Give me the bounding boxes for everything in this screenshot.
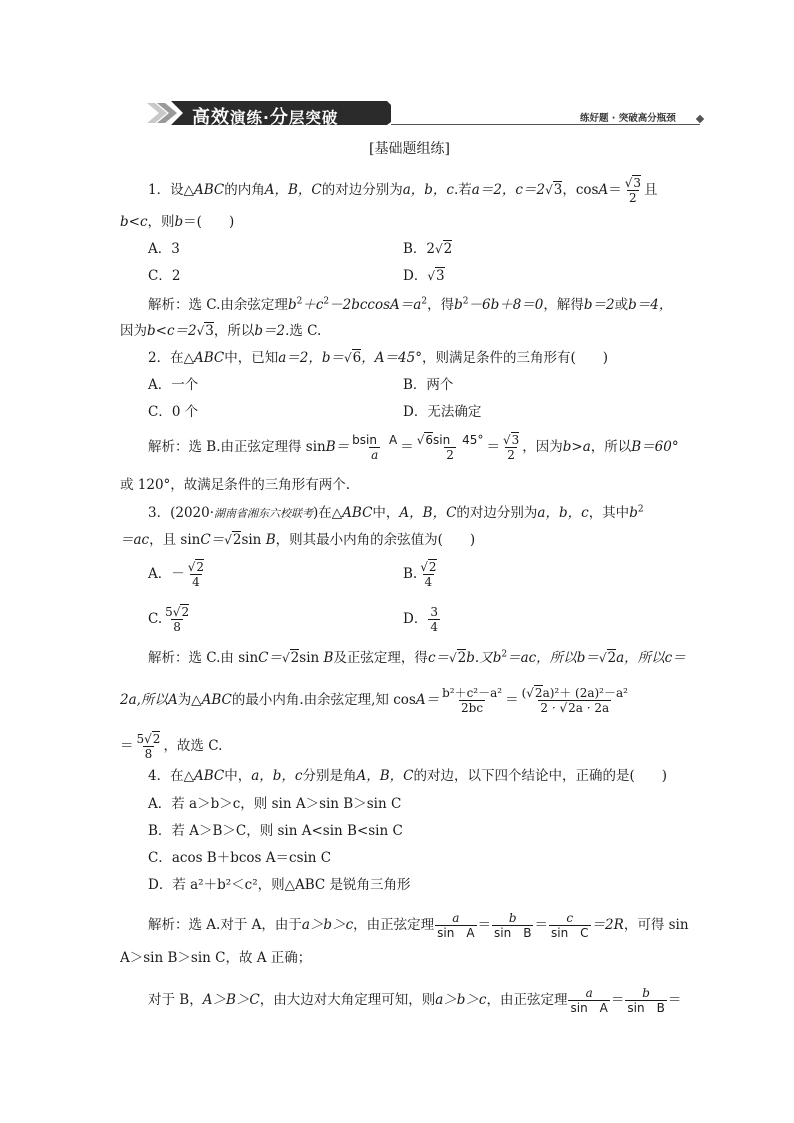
q1-stem-line2: b<c，则b＝( ): [120, 214, 235, 230]
q4-option-a: A．若 a＞b＞c，则 sin A＞sin B＞sin C: [148, 796, 402, 812]
header-slogan: 练好题 · 突破高分瓶颈: [580, 113, 676, 124]
q1-option-c: C．2: [148, 268, 181, 284]
header-rule: [391, 124, 700, 125]
q1-option-b: B．2√2: [403, 241, 453, 257]
q2-option-b: B．两个: [403, 377, 454, 393]
q4-solution-line2: A＞sin B＞sin C，故 A 正确；: [120, 950, 312, 966]
q3-solution-line3: ＝ $\frac{5√2}{8}$ ，故选 C.: [120, 732, 223, 761]
q1-solution-line1: 解析：选 C.由余弦定理$b^2+c^2-2bccosA=a^2$，得$b^2-6b+8=0$，解得b＝2或b＝4，: [148, 296, 673, 313]
q2-option-d: D．无法确定: [403, 404, 482, 420]
q3-option-a: A．－ $\frac{√2}{4}$: [148, 560, 205, 589]
section-title: [基础题组练]: [369, 141, 450, 157]
q2-option-a: A．一个: [148, 377, 199, 393]
q2-solution-line1: 解析：选 B.由正弦定理得 sinB＝ $\frac{\text{bsin A}}{a}$ ＝ $\frac{√6\sin 45^\circ}{2}$ ＝ $\frac{√3}{2}$ ，因为b>a，所以B＝60°: [148, 433, 679, 462]
diamond-icon: [696, 115, 704, 123]
q1-stem: 1．设△ABC的内角A，B，C的对边分别为a，b，c.若a＝2，c＝2√3，cosA＝ $\frac{√3}{2}$ 且: [148, 176, 658, 205]
q1-option-a: A．3: [148, 241, 180, 257]
q2-option-c: C．0 个: [148, 404, 199, 420]
q4-option-c: C．acos B＋bcos A＝csin C: [148, 850, 332, 866]
q3-stem: 3．(2020·湖南省湘东六校联考)在△ABC中，A，B，C的对边分别为a，b，c，其中$b^2$: [148, 504, 644, 521]
q1-solution-line2: 因为b<c＝2√3，所以b＝2.选 C.: [120, 323, 322, 339]
q3-solution-line1: 解析：选 C.由 sinC＝√2sin B及正弦定理，得c＝√2b.又$b^2=ac$，所以b＝√2a，所以c＝: [148, 649, 686, 666]
q4-option-d: D．若 a²＋b²＜c²，则△ABC 是锐角三角形: [148, 877, 411, 893]
q4-option-b: B．若 A＞B＞C，则 sin A<sin B<sin C: [148, 823, 403, 839]
q4-solution-line1: 解析：选 A.对于 A，由于a＞b＞c，由正弦定理 $\frac{a}{\text{sin A}}$ ＝ $\frac{b}{\text{sin B}}$ ＝ $\frac{c}{\text{sin C}}$ ＝2R，可得 sin: [148, 911, 689, 940]
q1-option-d: D．√3: [403, 268, 445, 284]
q3-option-b: B. $\frac{√2}{4}$: [403, 560, 437, 589]
q3-option-c: C. $\frac{5√2}{8}$: [148, 605, 190, 634]
q4-solution-line3: 对于 B，A＞B＞C，由大边对大角定理可知，则a＞b＞c，由正弦定理 $\frac{a}{\text{sin A}}$ ＝ $\frac{b}{\text{sin B}}$ ＝: [148, 986, 682, 1015]
q3-option-d: D． $\frac{3}{4}$: [403, 605, 438, 634]
header-banner-title: 高效演练·分层突破: [192, 107, 339, 128]
q4-stem: 4．在△ABC中，a，b，c分别是角A，B，C的对边，以下四个结论中，正确的是( ): [148, 768, 668, 784]
q3-stem-line2: ＝ac，且 sinC＝√2sin B，则其最小内角的余弦值为( ): [120, 532, 476, 548]
q3-solution-line2: 2a,所以A为△ABC的最小内角.由余弦定理,知 cosA＝ $\frac{\text{b²＋c²－a²}}{2bc}$ ＝ $\frac{\text{(√2a)²＋ (2a)²－a²}}{2 \cdot √2a \cdot 2a}$: [120, 686, 628, 715]
q2-stem: 2．在△ABC中，已知a＝2，b＝√6，A＝45°，则满足条件的三角形有( ): [148, 350, 608, 366]
q2-solution-line2: 或 120°，故满足条件的三角形有两个.: [120, 477, 351, 493]
